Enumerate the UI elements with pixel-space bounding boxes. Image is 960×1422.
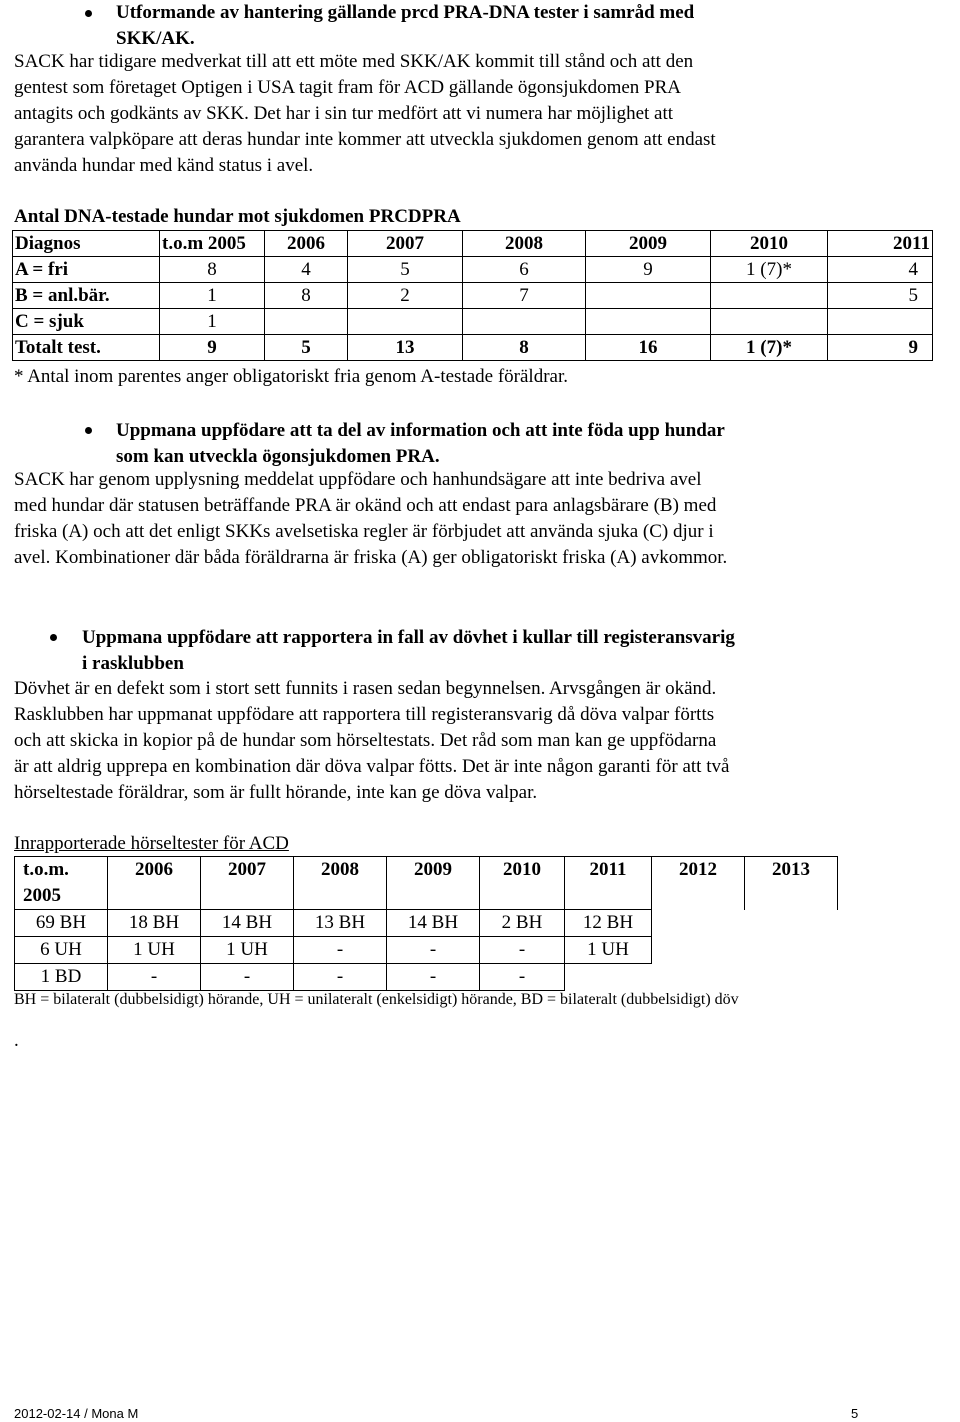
- table-header-row: [15, 857, 838, 910]
- table-cell: 14 BH: [387, 910, 480, 937]
- table-cell: [652, 910, 745, 937]
- section2-bullet-heading: Uppmana uppfödare att ta del av information och att inte föda upp hundar: [116, 420, 725, 441]
- table-cell: 2006: [108, 857, 201, 910]
- table-cell: 2009: [586, 231, 711, 257]
- bullet-icon: [50, 634, 57, 641]
- section1-bullet-heading-cont: SKK/AK.: [116, 28, 195, 49]
- table-cell: [265, 309, 348, 335]
- table-cell: 2010: [480, 857, 565, 910]
- section1-bullet-heading: Utformande av hantering gällande prcd PRA-DNA tester i samråd med: [116, 2, 695, 23]
- table-cell: 1 UH: [201, 937, 294, 964]
- table-cell: 12 BH: [565, 910, 652, 937]
- section3-paragraph: [14, 676, 944, 806]
- table-cell: 2006: [265, 231, 348, 257]
- table-cell: [586, 309, 711, 335]
- table-cell: [828, 309, 933, 335]
- table-cell: 13: [348, 335, 463, 361]
- table-cell: Diagnos: [13, 231, 160, 257]
- table-row: [15, 937, 838, 964]
- text-line: friska (A) och att det enligt SKKs avelsetiska regler är förbjudet att använda sjuka (C) djur i: [14, 521, 714, 542]
- text-line: SACK har genom upplysning meddelat uppfödare och hanhundsägare att inte bedriva avel: [14, 469, 702, 490]
- table-cell: [711, 283, 828, 309]
- table-cell: C = sjuk: [13, 309, 160, 335]
- table-row: [13, 309, 933, 335]
- table-cell: [652, 964, 745, 991]
- table-cell: 1: [160, 309, 265, 335]
- table-cell: 9: [586, 257, 711, 283]
- table-cell: 2013: [745, 857, 838, 910]
- text-line: avel. Kombinationer där båda föräldrarna är friska (A) ger obligatoriskt friska (A) avkommor.: [14, 547, 728, 568]
- table-cell: 6: [463, 257, 586, 283]
- table-cell: [745, 937, 838, 964]
- hearing-table-title: Inrapporterade hörseltester för ACD: [14, 833, 289, 854]
- table-row: [13, 257, 933, 283]
- table-cell: 4: [828, 257, 933, 283]
- table-row: [15, 964, 838, 991]
- section3-bullet-heading: Uppmana uppfödare att rapportera in fall av dövhet i kullar till registeransvarig: [82, 627, 735, 648]
- table-cell: 1 (7)*: [711, 335, 828, 361]
- table-row: [15, 910, 838, 937]
- table-cell: 1: [160, 283, 265, 309]
- table-cell: [565, 964, 652, 991]
- dna-test-table: [12, 230, 933, 361]
- table-cell: -: [480, 937, 565, 964]
- table-cell: 6 UH: [15, 937, 108, 964]
- table-header-row: [13, 231, 933, 257]
- text-line: med hundar där statusen beträffande PRA är okänd och att endast para anlagsbärare (B) med: [14, 495, 717, 516]
- table-cell: [586, 283, 711, 309]
- table-cell: 2011: [565, 857, 652, 910]
- section3-bullet-heading-cont: i rasklubben: [82, 653, 184, 674]
- table-cell: 8: [265, 283, 348, 309]
- table-cell: [711, 309, 828, 335]
- table-cell: 2008: [294, 857, 387, 910]
- text-line: antagits och godkänts av SKK. Det har i sin tur medfört att vi numera har möjlighet att: [14, 103, 674, 124]
- table-cell: 1 (7)*: [711, 257, 828, 283]
- hearing-test-table: [14, 856, 838, 991]
- table-cell: 2008: [463, 231, 586, 257]
- table-cell: 2011: [828, 231, 933, 257]
- table-cell: -: [294, 964, 387, 991]
- table-row: [13, 283, 933, 309]
- text-line: Rasklubben har uppmanat uppfödare att rapportera till registeransvarig då döva valpar förtts: [14, 704, 715, 725]
- table-cell: 2 BH: [480, 910, 565, 937]
- table-cell: 7: [463, 283, 586, 309]
- text-line: och att skicka in kopior på de hundar som hörseltestats. Det råd som man kan ge uppfödarna: [14, 730, 717, 751]
- table-cell: [463, 309, 586, 335]
- table-cell: [652, 937, 745, 964]
- table-cell: 8: [463, 335, 586, 361]
- table-cell: -: [387, 964, 480, 991]
- section2-paragraph: [14, 467, 944, 571]
- table-cell: 2010: [711, 231, 828, 257]
- table-cell: 5: [828, 283, 933, 309]
- table-cell: 9: [828, 335, 933, 361]
- trailing-period: .: [14, 1030, 19, 1051]
- section1-paragraph: [14, 49, 944, 179]
- table-cell: 18 BH: [108, 910, 201, 937]
- text-line: gentest som företaget Optigen i USA tagit fram för ACD gällande ögonsjukdomen PRA: [14, 77, 682, 98]
- table-cell: 9: [160, 335, 265, 361]
- table-cell: -: [294, 937, 387, 964]
- section2-bullet-heading-cont: som kan utveckla ögonsjukdomen PRA.: [116, 446, 440, 467]
- hearing-table-legend: BH = bilateralt (dubbelsidigt) hörande, UH = unilateralt (enkelsidigt) hörande, BD = bilateralt (dubbelsidigt) döv: [14, 991, 739, 1008]
- table-cell: 5: [265, 335, 348, 361]
- text-line: SACK har tidigare medverkat till att ett möte med SKK/AK kommit till stånd och att den: [14, 51, 694, 72]
- text-line: Dövhet är en defekt som i stort sett funnits i rasen sedan begynnelsen. Arvsgången är okänd.: [14, 678, 717, 699]
- table-cell: 1 BD: [15, 964, 108, 991]
- table-cell: -: [201, 964, 294, 991]
- table-cell: 5: [348, 257, 463, 283]
- table-cell: 2012: [652, 857, 745, 910]
- table-cell: -: [480, 964, 565, 991]
- table-cell: t.o.m 2005: [160, 231, 265, 257]
- table-cell: 1 UH: [108, 937, 201, 964]
- text-line: är att aldrig upprepa en kombination där döva valpar fötts. Det är inte någon garanti för att två: [14, 756, 730, 777]
- table-cell: 8: [160, 257, 265, 283]
- table-cell: 69 BH: [15, 910, 108, 937]
- table-cell: B = anl.bär.: [13, 283, 160, 309]
- table-cell: 2007: [348, 231, 463, 257]
- table-cell: -: [108, 964, 201, 991]
- footer-page-number: 5: [851, 1406, 859, 1421]
- table-cell: 2007: [201, 857, 294, 910]
- bullet-icon: [85, 10, 92, 17]
- text-line: garantera valpköpare att deras hundar inte kommer att utveckla sjukdomen genom att endast: [14, 129, 716, 150]
- table-cell: t.o.m. 2005: [15, 857, 108, 910]
- dna-table-title: Antal DNA-testade hundar mot sjukdomen PRCDPRA: [14, 206, 461, 227]
- table-cell: 1 UH: [565, 937, 652, 964]
- table-cell: 14 BH: [201, 910, 294, 937]
- table-cell: [348, 309, 463, 335]
- table-row-total: [13, 335, 933, 361]
- table-cell: 2009: [387, 857, 480, 910]
- bullet-icon: [85, 427, 92, 434]
- table-cell: 2: [348, 283, 463, 309]
- table-cell: A = fri: [13, 257, 160, 283]
- text-line: använda hundar med känd status i avel.: [14, 155, 314, 176]
- table-cell: 4: [265, 257, 348, 283]
- text-line: hörseltestade föräldrar, som är fullt hörande, inte kan ge döva valpar.: [14, 782, 538, 803]
- table-cell: [745, 964, 838, 991]
- footer-date-author: 2012-02-14 / Mona M: [14, 1406, 139, 1421]
- table-cell: [745, 910, 838, 937]
- table-cell: 16: [586, 335, 711, 361]
- table-cell: 13 BH: [294, 910, 387, 937]
- table-cell: Totalt test.: [13, 335, 160, 361]
- dna-table-footnote: * Antal inom parentes anger obligatoriskt fria genom A-testade föräldrar.: [14, 366, 568, 387]
- table-cell: -: [387, 937, 480, 964]
